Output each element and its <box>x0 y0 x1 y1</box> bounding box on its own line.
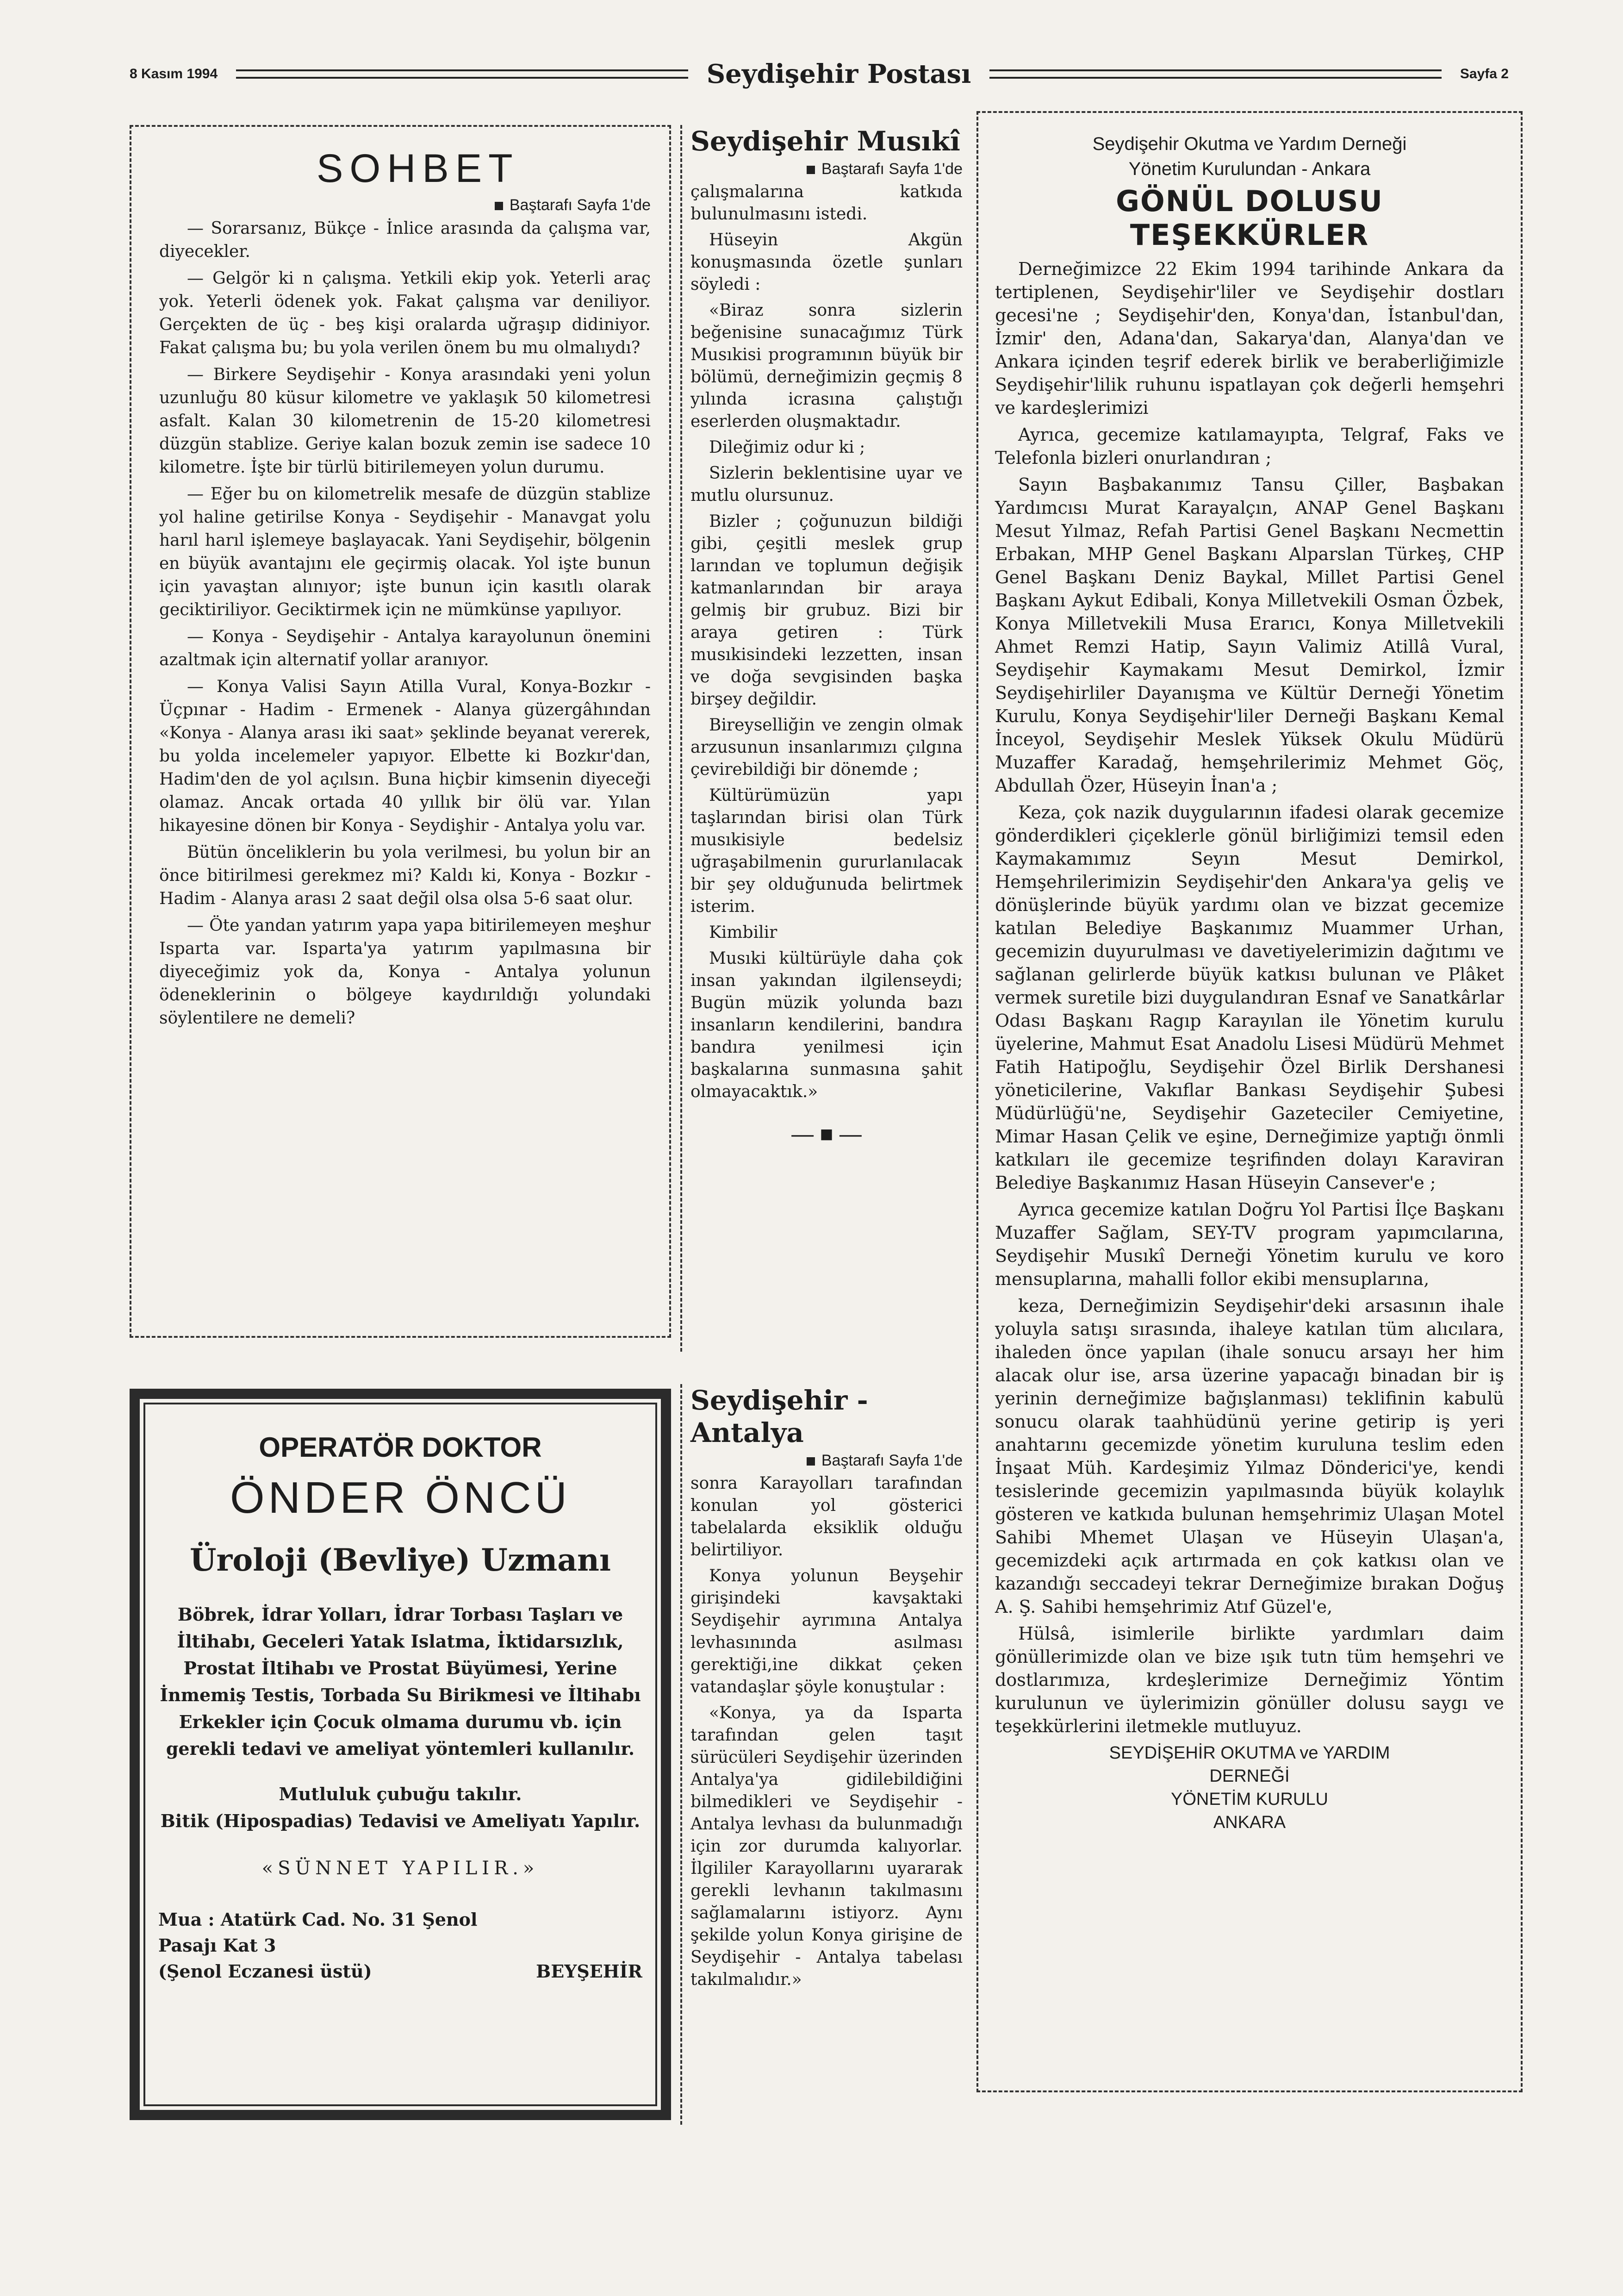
ad-sunnet: «SÜNNET YAPILIR.» <box>261 1858 539 1879</box>
doctor-advertisement <box>130 1389 671 2120</box>
thanks-paragraph: Ayrıca gecemize katılan Doğru Yol Partisi İlçe Başkanı Muzaffer Sağlam, SEY-TV program yapımcılarına, Seydişehir Musıkî Derneği Yönetim kurulu ve koro mensuplarına, mahalli follor ekibi mensuplarına, <box>995 1199 1504 1289</box>
antalya-paragraph: sonra Karayolları tarafından konulan yol gösterici tabelalarda eksiklik olduğu belirtiliyor. <box>690 1474 963 1560</box>
sohbet-paragraph: Bütün önceliklerin bu yola verilmesi, bu yolun bir an önce bitirilmesi gerekmez mi? Kaldı ki, Konya - Bozkır - Hadim - Alanya arası 2 saat değil olsa olsa 5-6 saat olur. <box>159 843 651 908</box>
musiki-paragraph: Dileğimiz odur ki ; <box>709 438 865 457</box>
antalya-paragraph: Konya yolunun Beyşehir girişindeki kavşaktaki Seydişehir ayrımına Antalya levhasınında asılması gerektiği,ine dikkat çeken vatandaşlar şöyle konuştular : <box>690 1566 963 1697</box>
musiki-paragraph: Hüseyin Akgün konuşmasında özetle şunları söyledi : <box>690 231 963 294</box>
page-number: Sayfa 2 <box>1460 66 1509 81</box>
sohbet-column <box>130 125 671 1338</box>
thanks-signature: SEYDİŞEHİR OKUTMA ve YARDIM DERNEĞİ YÖNETİM KURULU ANKARA <box>1109 1743 1390 1832</box>
square-bullet-icon <box>807 1457 815 1466</box>
thanks-paragraph: Ayrıca, gecemize katılamayıpta, Telgraf, Faks ve Telefonla bizleri onurlandıran ; <box>995 424 1504 468</box>
musiki-body <box>690 181 963 1103</box>
sohbet-title: SOHBET <box>317 146 519 191</box>
musiki-column <box>680 125 963 1352</box>
ad-doctor-name: ÖNDER ÖNCÜ <box>230 1473 571 1522</box>
sohbet-paragraph: — Konya Valisi Sayın Atilla Vural, Konya-Bozkır - Üçpınar - Hadim - Ermenek - Alanya güzergâhından «Konya - Alanya arası iki saat» şeklinde beyanat vererek, bu yolda incelemeler yapıyor. Elbette ki Bozkır'dan, Hadim'den de yol açılsın. Buna hiçbir kimsenin diyeceği olamaz. Ancak ortada 40 yıllık bir ölü var. Yılan hikayesine dönen bir Konya - Seydişhir - Antalya yolu var. <box>159 677 651 835</box>
sohbet-paragraph: — Gelgör ki n çalışma. Yetkili ekip yok. Yeterli araç yok. Yeterli ödenek yok. Fakat çalışma var deniliyor. Gerçekten de üç - beş kişi oralarda uğraşıp didiniyor. Fakat çalışma bu; bu yola verilen önem bu mu olmalıydı? <box>159 269 651 357</box>
ad-specialty: Üroloji (Bevliye) Uzmanı <box>189 1542 611 1578</box>
sohbet-paragraph: — Sorarsanız, Bükçe - İnlice arasında da çalışma var, diyecekler. <box>159 219 651 261</box>
thanks-paragraph: Keza, çok nazik duygularının ifadesi olarak gecemize gönderdikleri çiçeklerle gönül birliğimizi temsil eden Kaymakamımız Seyın Mesut Demirkol, Hemşehrilerimizin Seydişehir'den Ankara'ya geliş ve dönüşlerinde büyük yardımı olan ve bizzat gecemize katılan Belediye Başkanımız Muammer Urhan, gecemizin duyurulması ve davetiyelerimizin dağıtımı ve sağlanan gelirlerde büyük katkısı bulunan ve Plâket vermek suretile bizi duygulandıran Esnaf ve Sanatkârlar Odası Başkanı Ragıp Karayılan ile Yönetim kurulu üyelerine, Mahmut Esat Anadolu Lisesi Müdürü Mehmet Fatih Hatipoğlu, Seydişehir Özel Birlik Dershanesi yöneticilerine, Vakıflar Bankası Seydişehir Şubesi Müdürlüğü'ne, Seydişehir Gazeteciler Cemiyetine, Mimar Hasan Çelik ve eşine, Derneğimize yaptığı önmli katkıları ile gecemize teşrifinden dolayı Karaviran Belediye Başkanımız Hasan Hüseyin Cansever'e ; <box>995 802 1504 1193</box>
thanks-column <box>976 111 1523 2092</box>
ad-services: Böbrek, İdrar Yolları, İdrar Torbası Taşları ve İltihabı, Geceleri Yatak Islatma, İktidarsızlık, Prostat İltihabı ve Prostat Büyümesi, Yerine İnmemiş Testis, Torbada Su Birikmesi ve İltihabı Erkekler için Çocuk olmama durumu vb. için gerekli tedavi ve ameliyat yöntemleri kullanılır. <box>160 1604 641 1759</box>
musiki-paragraph: Kültürümüzün yapı taşlarından birisi olan Türk musıkisiyle bedelsiz uğraşabilmenin gururlanılacak bir şey olduğunuda belirtmek isterim. <box>690 786 963 916</box>
musiki-paragraph: Musıki kültürüyle daha çok insan yakından ilgilenseydi; Bugün müzik yolunda bazı insanların kendilerini, bandıra bandıra yenilmesi için başkalarına sunmasına şahit olmayacaktık.» <box>690 949 963 1101</box>
antalya-title: Seydişehir - Antalya <box>690 1385 868 1448</box>
musiki-paragraph: çalışmalarına katkıda bulunulmasını istedi. <box>690 182 963 224</box>
sohbet-continued-ref: Baştarafı Sayfa 1'de <box>159 196 651 214</box>
ad-address-city: BEYŞEHİR <box>536 1961 642 1982</box>
header-rule-right <box>989 69 1442 79</box>
thanks-paragraph: Derneğimizce 22 Ekim 1994 tarihinde Ankara da tertiplenen, Seydişehir'liler ve Seydişehir dostları gecesi'ne ; Seydişehir'den, Konya'dan, İstanbul'dan, İzmir' den, Adana'dan, Sakarya'dan, Alanya'dan ve Ankara içinden teşrif ederek birlik ve beraberliğimizle Seydişehir'lilik ruhunu ispatlayan çok değerli hemşehri ve kardeşlerimizi <box>995 259 1504 418</box>
sohbet-paragraph: — Eğer bu on kilometrelik mesafe de düzgün stablize yol haline getirilse Konya - Seydişehir - Manavgat yolu harıl harıl işlemeye başlayacak. Yani Seydişehir, bölgenin en büyük avantajını ele geçirmiş olacak. Yol işte bunun için yavaştan alınıyor; işte bunun için kasıtlı olarak geciktiriliyor. Geciktirmek için ne mümkünse yapılıyor. <box>159 485 651 619</box>
musiki-paragraph: Kimbilir <box>709 923 777 942</box>
antalya-continued-ref: Baştarafı Sayfa 1'de <box>690 1452 963 1470</box>
musiki-paragraph: Bizler ; çoğunuzun bildiği gibi, çeşitli meslek grup larından ve toplumun değişik katmanlarından bir araya gelmiş bir grubuz. Bizi bir araya getiren : Türk musıkisindeki lezzetten, insan ve doğa sevgisinden başka birşey değildir. <box>690 512 963 709</box>
sohbet-paragraph: — Birkere Seydişehir - Konya arasındaki yeni yolun uzunluğu 80 küsur kilometre ve yaklaşık 50 kilometresi asfalt. Kalan 30 kilometrenin de 15-20 kilometresi düzgün stablize. Geriye kalan bozuk zemin ise sadece 10 kilometre. İşte bir türlü bitirilemeyen yolun durumu. <box>159 365 651 477</box>
ad-address <box>158 1907 642 1984</box>
sohbet-body <box>159 217 651 1030</box>
thanks-org-subtitle: Yönetim Kurulundan - Ankara <box>1128 159 1371 179</box>
thanks-paragraph: Sayın Başbakanımız Tansu Çiller, Başbakan Yardımcısı Murat Karayalçın, ANAP Genel Başkanı Mesut Yılmaz, Refah Partisi Genel Başkanı Necmettin Erbakan, MHP Genel Başkanı Alparslan Türkeş, CHP Genel Başkanı Deniz Baykal, Millet Partisi Genel Başkanı Aykut Edibali, Konya Milletvekili Osman Özbek, Konya Milletvekili Musa Erarıcı, Konya Milletvekili Ahmet Remzi Hatip, Sayın Valimiz Atillâ Vural, Seydişehir Kaymakamı Mesut Demirkol, İzmir Seydişehirliler Dayanışma ve Kültür Derneği Yönetim Kurulu, Konya Seydişehir'liler Derneği Başkanı Kemal İnceyol, Seydişehir Meslek Yüksek Okulu Müdürü Muzaffer Karadağ, hemşehrilerimiz Mehmet Göç, Abdullah Özer, Hüseyin İnan'a ; <box>995 474 1504 796</box>
header-rule-left <box>236 69 688 79</box>
musiki-paragraph: «Biraz sonra sizlerin beğenisine sunacağımız Türk Musıkisi programının büyük bir bölümü, derneğimizin geçmiş 8 yılında icrasına çalıştığı eserlerden oluşmaktadır. <box>690 301 963 431</box>
musiki-paragraph: Sizlerin beklentisine uyar ve mutlu olursunuz. <box>690 464 963 505</box>
thanks-paragraph: keza, Derneğimizin Seydişehir'deki arsasının ihale yoluyla satışı sırasında, ihaleye katılan tüm alıcılara, ihaleden önce yapılan (ihale sonucu arsayı her him alacak olur ise, arsa üzerine yapacağı binadan bir iş yerinin derneğimize bağışlanması) teklifinin kabulü sonucu olarak taahhüdünü yerine getirip iş yeri anahtarını gecemizde yönetim kuruluna teslim eden İnşaat Müh. Kardeşimiz Yılmaz Dönderici'ye, kendi tesislerinde gecemizin yapılmasında büyük kolaylık gösteren ve katkıda bulunan hemşehrimiz Ulaşan Motel Sahibi Mhemet Ulaşan ve Hüseyin Ulaşan'a, gecemizdeki açık artırmada en çok katkısı olan ve kazandığı seccadeyi tekrar Derneğimize bırakan Doğuş A. Ş. Sahibi hemşehrimiz Atıf Güzel'e, <box>995 1296 1504 1617</box>
square-bullet-icon <box>495 202 503 210</box>
sohbet-paragraph: — Öte yandan yatırım yapa yapa bitirilemeyen meşhur Isparta var. Isparta'ya yatırım yapılmasına bir diyeceğimiz yok da, Konya - Antalya yolunun ödeneklerinin o bölgeye kaydırıldığı yolundaki söylentilere ne demeli? <box>159 916 651 1028</box>
musiki-continued-ref: Baştarafı Sayfa 1'de <box>690 160 963 178</box>
thanks-paragraph: Hülsâ, isimlerile birlikte yardımları daim gönüllerimizde olan ve bize ışık tutn tüm hemşehri ve dostlarımıza, krdeşlerimize Derneğimiz Yöntim kurulunun ve üylerimizin gönüller dolusu saygı ve teşekkürlerini iletmekle mutluyuz. <box>995 1623 1504 1736</box>
antalya-column <box>680 1384 963 2125</box>
thanks-org: Seydişehir Okutma ve Yardım Derneği <box>1092 134 1407 154</box>
section-divider: — ■ — <box>791 1122 862 1147</box>
thanks-heading: GÖNÜL DOLUSU TEŞEKKÜRLER <box>1116 184 1383 252</box>
newspaper-title: Seydişehir Postası <box>706 59 971 89</box>
musiki-title: Seydişehir Musıkî <box>690 125 960 157</box>
antalya-paragraph: «Konya, ya da Isparta tarafından gelen taşıt sürücüleri Seydişehir üzerinden Antalya'ya gidilebildiğini bilmedikleri ve Seydişehir - Antalya levhası da bulunmadığı için zor durumda kalıyorlar. İlgililer Karayollarını uyararak gerekli levhanın takılmasını sağlamalarını istiyorz. Aynı şekilde yolun Konya girişine de Seydişehir - Antalya tabelası takılmalıdır.» <box>690 1703 963 1989</box>
ad-address-lines: Mua : Atatürk Cad. No. 31 Şenol Pasajı Kat 3 (Şenol Eczanesi üstü) <box>158 1909 478 1982</box>
ad-kicker: OPERATÖR DOKTOR <box>259 1432 542 1463</box>
page-header <box>130 56 1509 93</box>
antalya-body <box>690 1472 963 1991</box>
square-bullet-icon <box>807 166 815 174</box>
musiki-paragraph: Bireyselliğin ve zengin olmak arzusunun insanlarımızı çılgına çevirebildiği bir dönemde ; <box>690 716 963 779</box>
header-date: 8 Kasım 1994 <box>130 66 218 81</box>
thanks-body <box>995 257 1504 1738</box>
sohbet-paragraph: — Konya - Seydişehir - Antalya karayolunun önemini azaltmak için alternatif yollar aranıyor. <box>159 627 651 669</box>
ad-extra-services: Mutluluk çubuğu takılır. Bitik (Hipospadias) Tedavisi ve Ameliyatı Yapılır. <box>160 1784 640 1831</box>
